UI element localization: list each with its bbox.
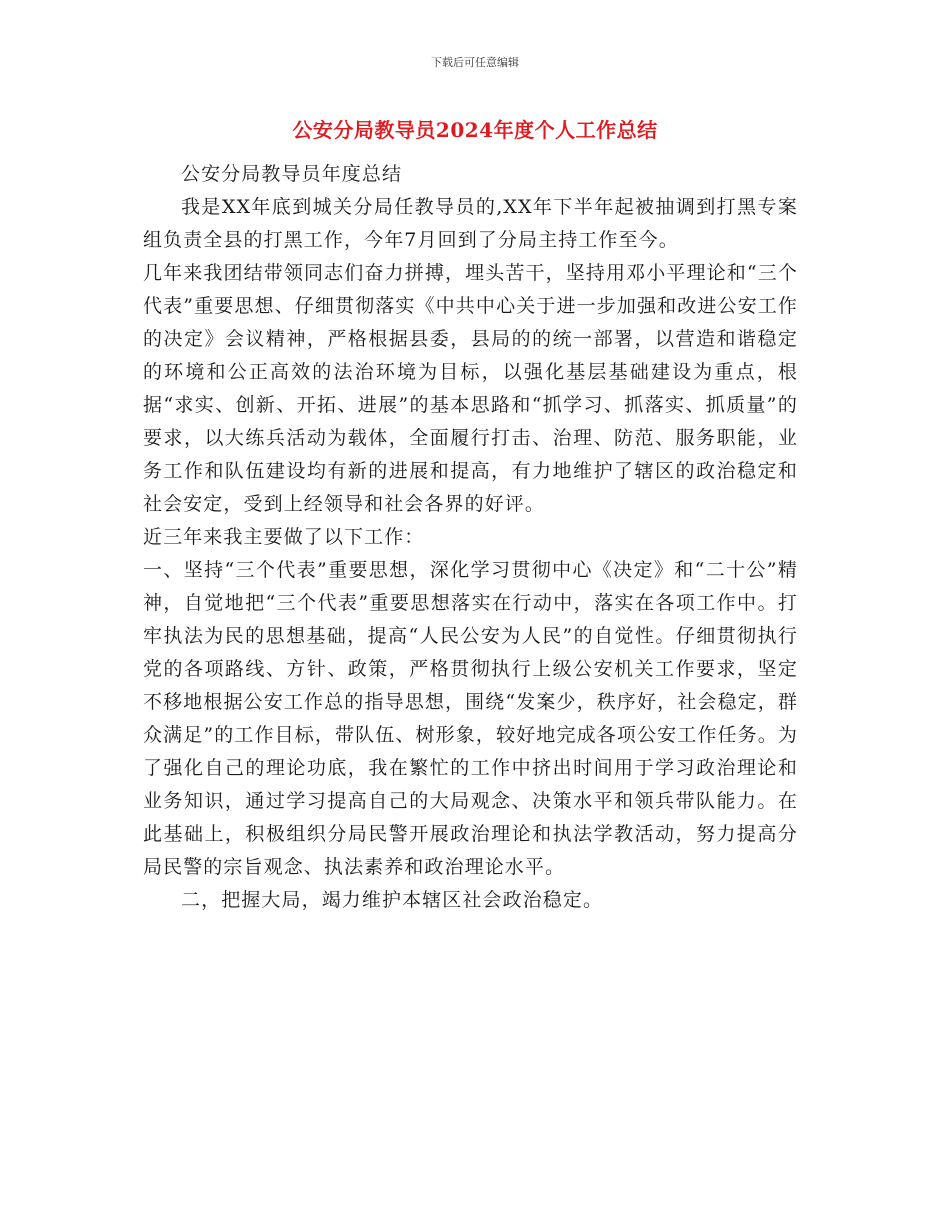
document-body — [143, 158, 798, 917]
paragraph-section-one: 一、坚持“三个代表”重要思想，深化学习贯彻中心《决定》和“二十公”精神，自觉地把“三个代表”重要思想落实在行动中，落实在各项工作中。打牢执法为民的思想基础，提高“人民公安为人民”的自觉性。仔细贯彻执行党的各项路线、方针、政策，严格贯彻执行上级公安机关工作要求，坚定不移地根据公安工作总的指导思想，围绕“发案少，秩序好，社会稳定，群众满足”的工作目标，带队伍、树形象，较好地完成各项公安工作任务。为了强化自己的理论功底，我在繁忙的工作中挤出时间用于学习政治理论和业务知识，通过学习提高自己的大局观念、决策水平和领兵带队能力。在此基础上，积极组织分局民警开展政治理论和执法学教活动，努力提高分局民警的宗旨观念、执法素养和政治理论水平。 — [143, 559, 798, 878]
paragraph-intro: 我是XX年底到城关分局任教导员的,XX年下半年起被抽调到打黑专案组负责全县的打黑工作，今年7月回到了分局主持工作至今。 — [143, 196, 798, 251]
document-title: 公安分局教导员2024年度个人工作总结 — [292, 118, 658, 142]
paragraph-summary: 几年来我团结带领同志们奋力拼搏，埋头苦干，坚持用邓小平理论和“三个代表”重要思想、仔细贯彻落实《中共中心关于进一步加强和改进公安工作的决定》会议精神，严格根据县委，县局的的统一部署，以营造和谐稳定的环境和公正高效的法治环境为目标，以强化基层基础建设为重点，根据“求实、创新、开拓、进展”的基本思路和“抓学习、抓落实、抓质量”的要求，以大练兵活动为载体，全面履行打击、治理、防范、服务职能，业务工作和队伍建设均有新的进展和提高，有力地维护了辖区的政治稳定和社会安定，受到上经领导和社会各界的好评。 — [143, 262, 798, 515]
header-note: 下载后可任意编辑 — [431, 56, 519, 69]
paragraph-section-two: 二，把握大局，竭力维护本辖区社会政治稳定。 — [181, 889, 604, 911]
paragraph-work-intro: 近三年来我主要做了以下工作： — [143, 526, 425, 548]
paragraph-subtitle: 公安分局教导员年度总结 — [181, 163, 403, 185]
